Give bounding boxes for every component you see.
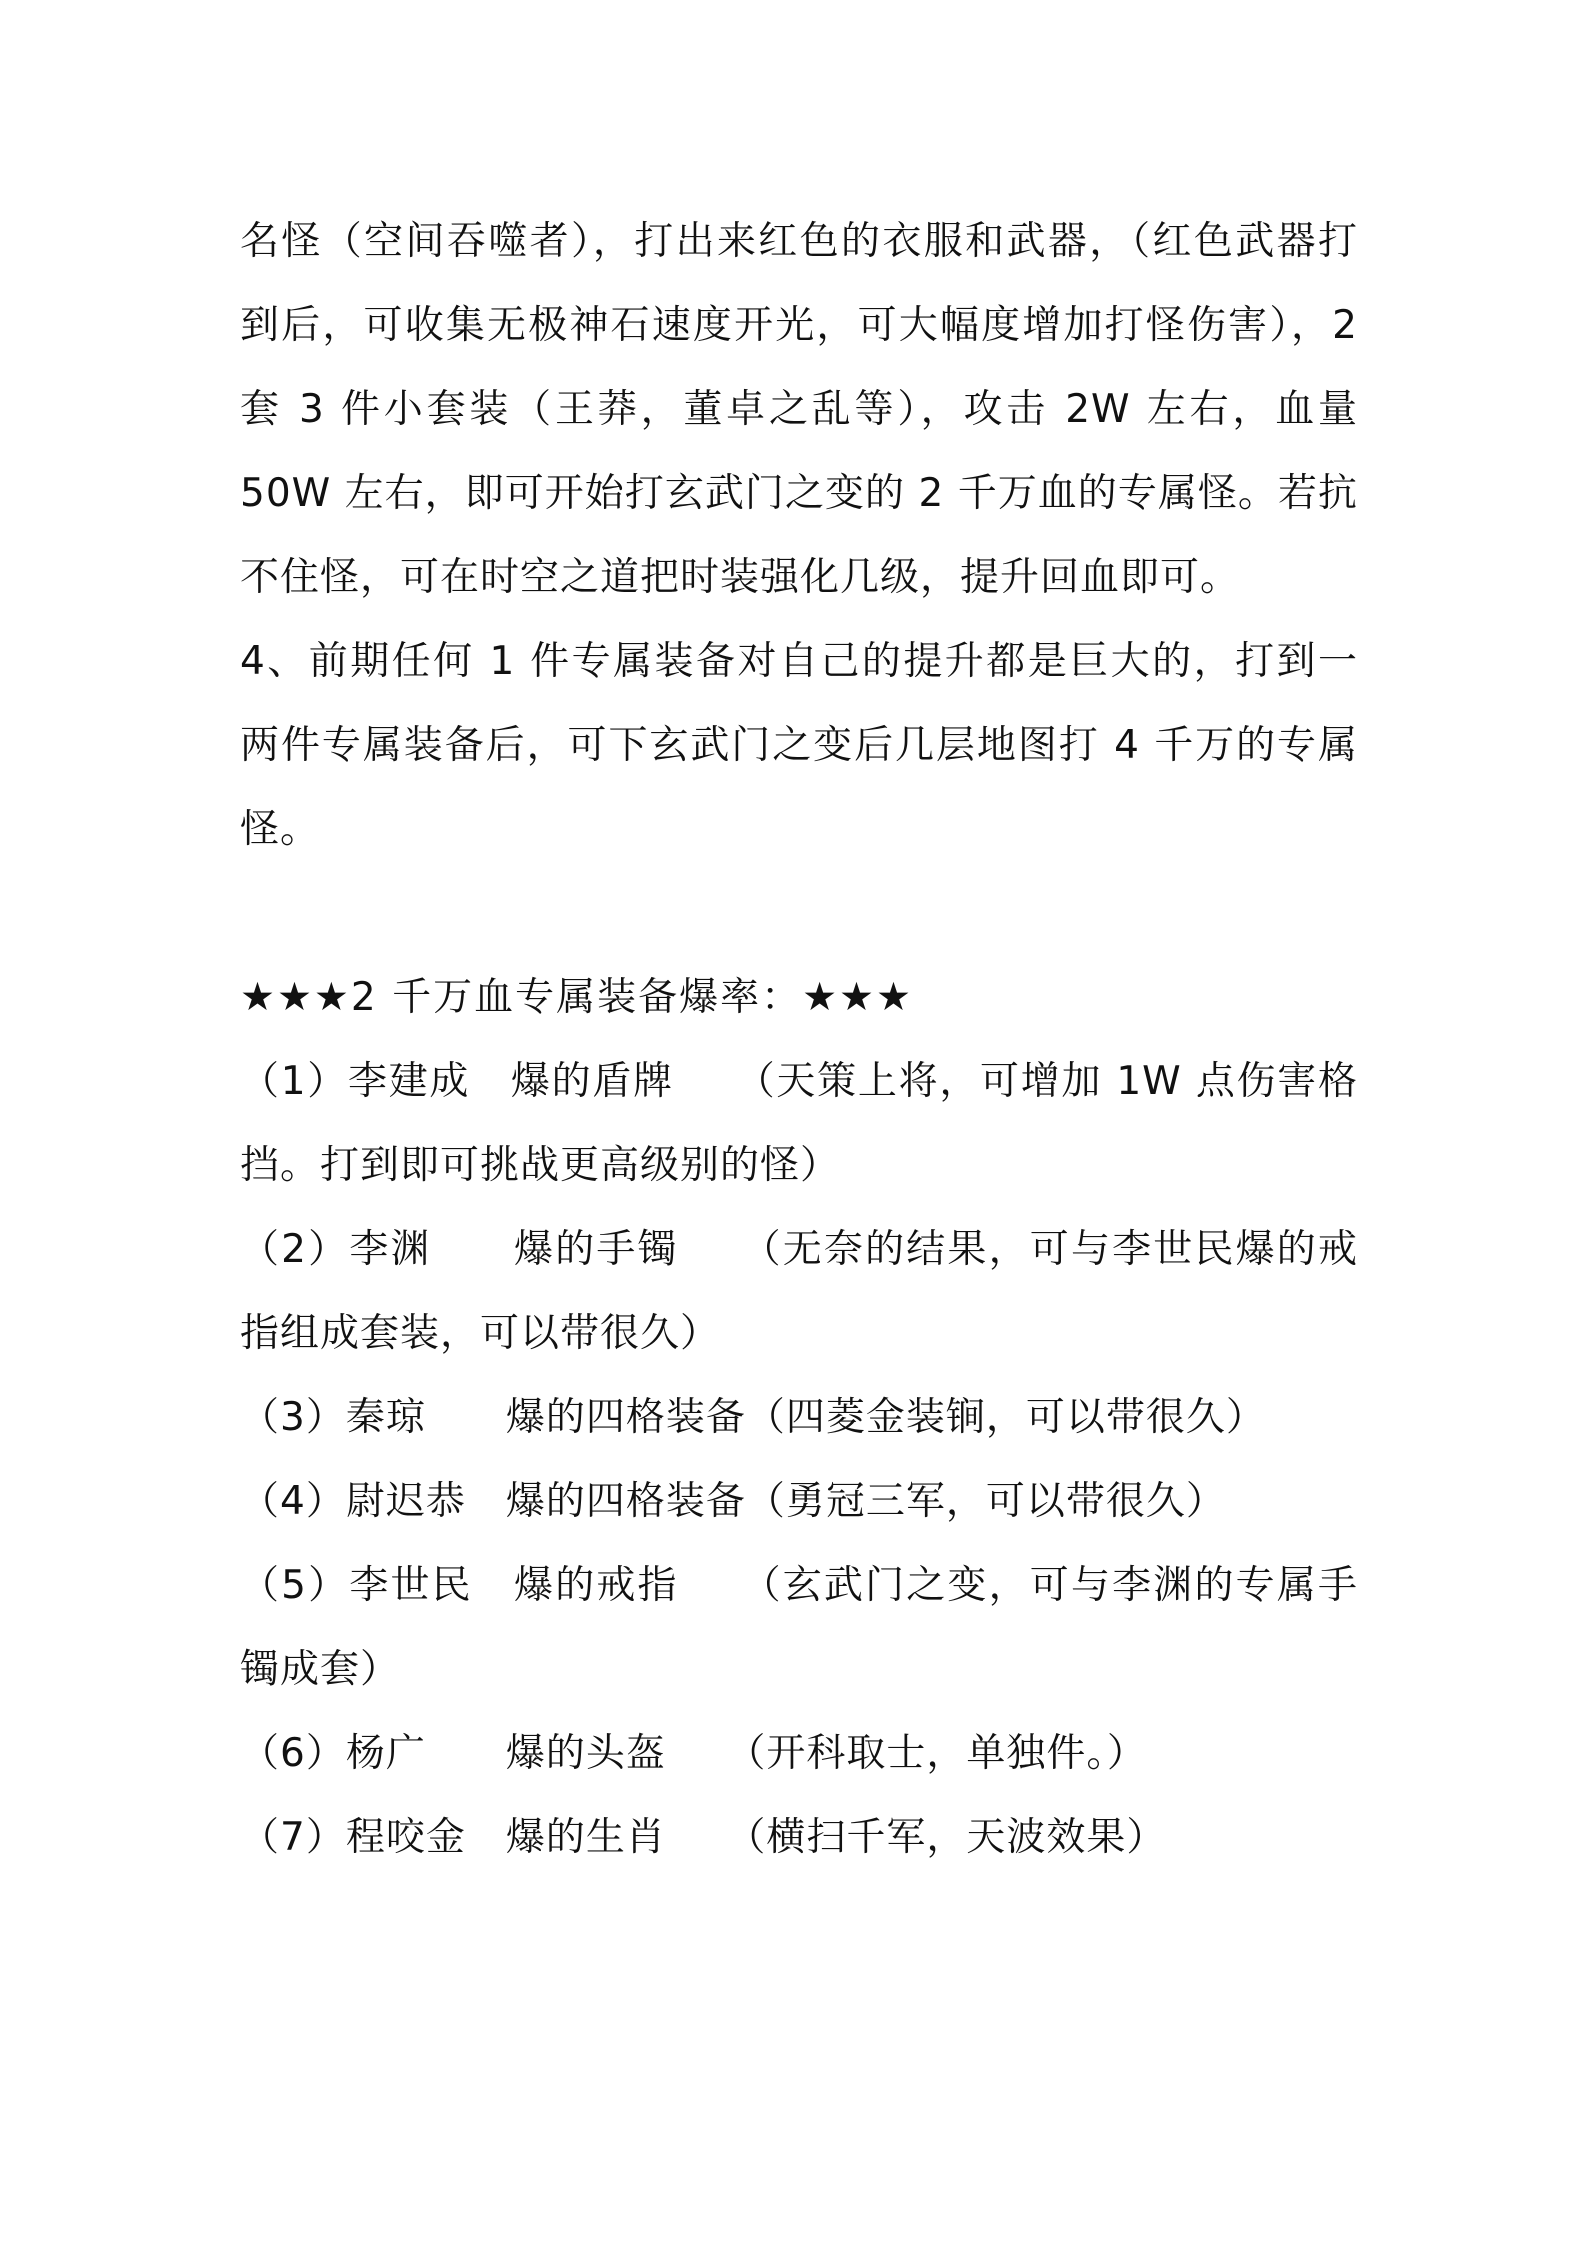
list-item: （7）程咬金 爆的生肖 （横扫千军，天波效果） [240, 1815, 1167, 1860]
blank-line [240, 872, 1358, 956]
paragraph-2: 4、前期任何 1 件专属装备对自己的提升都是巨大的，打到一两件专属装备后，可下玄武门之变后几层地图打 4 千万的专属怪。 [240, 639, 1358, 852]
section-heading: ★★★2 千万血专属装备爆率：★★★ [240, 975, 913, 1020]
list-item: （1）李建成 爆的盾牌 （天策上将，可增加 1W 点伤害格挡。打到即可挑战更高级别的怪） [240, 1059, 1358, 1188]
document-body [240, 200, 1358, 1880]
list-item: （5）李世民 爆的戒指 （玄武门之变，可与李渊的专属手镯成套） [240, 1563, 1358, 1692]
list-item: （4）尉迟恭 爆的四格装备（勇冠三军，可以带很久） [240, 1479, 1226, 1524]
list-item: （3）秦琼 爆的四格装备（四菱金装锏，可以带很久） [240, 1395, 1266, 1440]
paragraph-1: 名怪（空间吞噬者），打出来红色的衣服和武器，（红色武器打到后，可收集无极神石速度开光，可大幅度增加打怪伤害），2 套 3 件小套装（王莽，董卓之乱等），攻击 2W 左右，血量 50W 左右，即可开始打玄武门之变的 2 千万血的专属怪。若抗不住怪，可在时空之道把时装强化几级，提升回血即可。 [240, 219, 1358, 600]
list-item: （6）杨广 爆的头盔 （开科取士，单独件。） [240, 1731, 1147, 1776]
drop-list [240, 1040, 1358, 1880]
list-item: （2）李渊 爆的手镯 （无奈的结果，可与李世民爆的戒指组成套装，可以带很久） [240, 1227, 1358, 1356]
